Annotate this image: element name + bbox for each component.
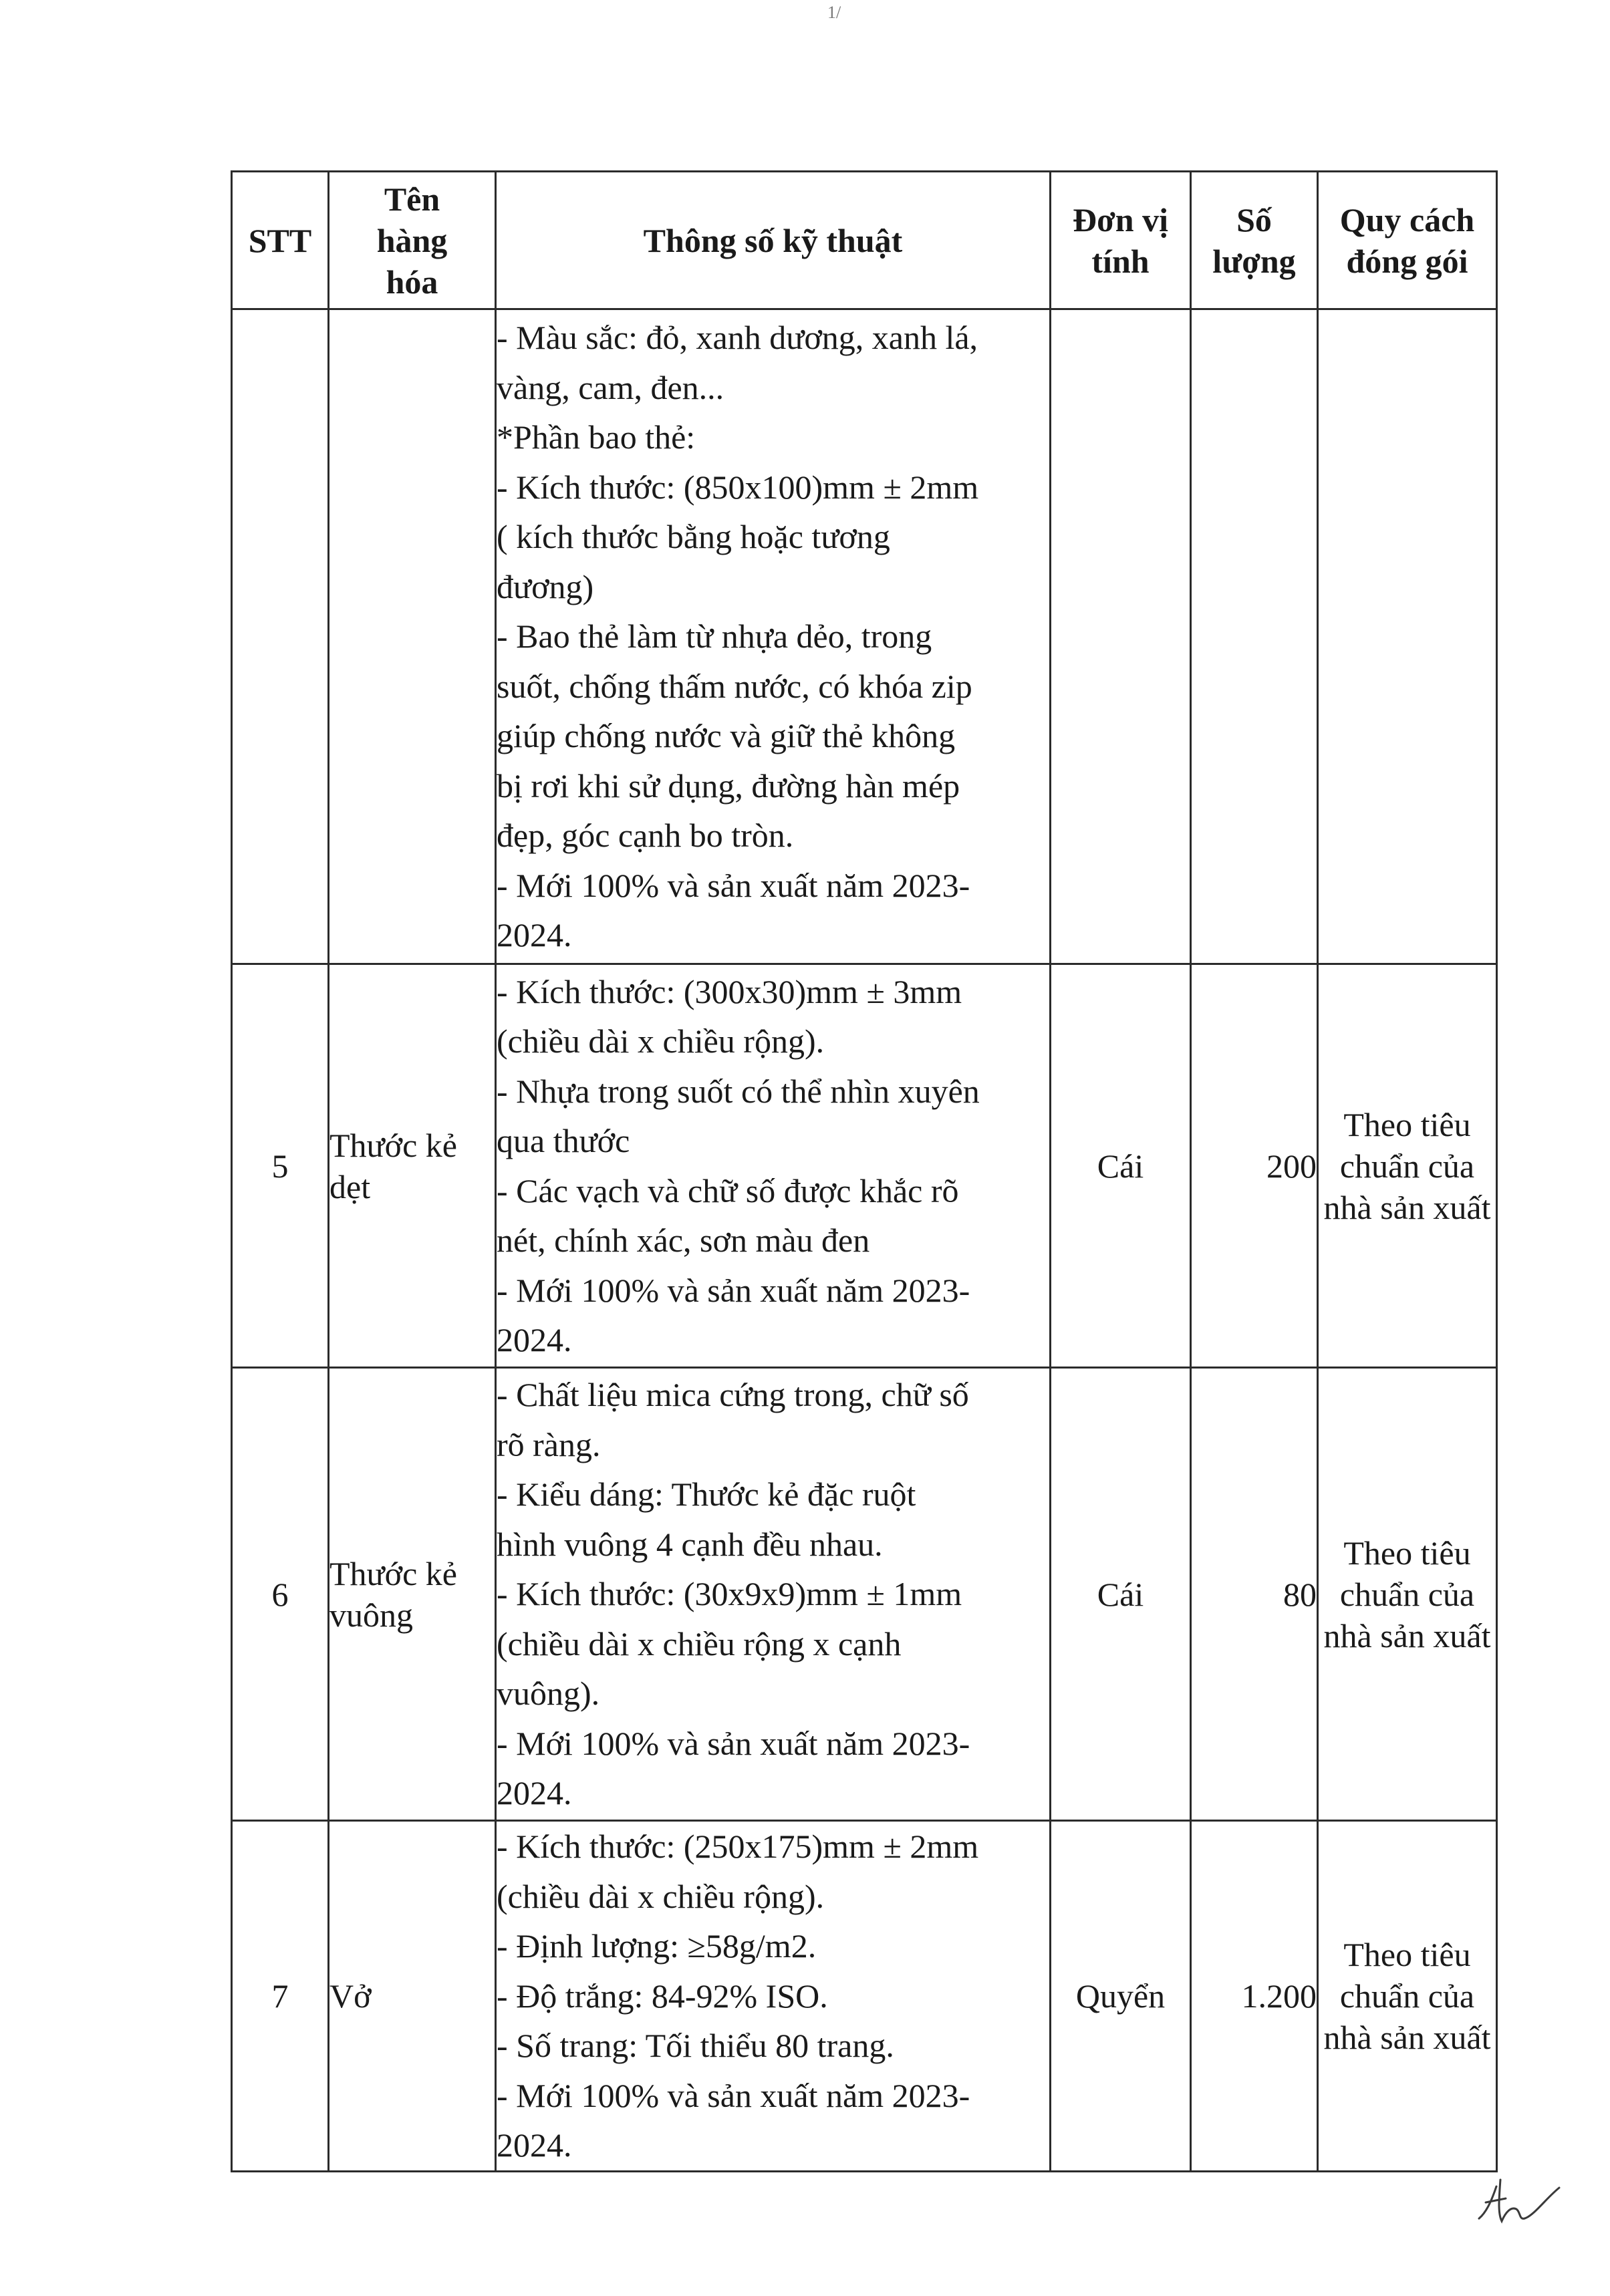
row-unit: Quyển [1051,1821,1191,2172]
spec-line: - Định lượng: ≥58g/m2. [497,1927,817,1965]
spec-line: rõ ràng. [497,1425,601,1463]
continuation-row [232,309,1497,964]
spec-line: ( kích thước bằng hoặc tương [497,518,890,556]
header-qty: Số lượng [1191,172,1318,309]
continuation-stt [232,309,329,964]
header-name: Tên hàng hóa [329,172,496,309]
spec-line: - Mới 100% và sản xuất năm 2023- [497,2076,970,2114]
spec-line: - Kích thước: (850x100)mm ± 2mm [497,468,979,506]
spec-line: - Kích thước: (300x30)mm ± 3mm [497,972,962,1010]
spec-line: - Chất liệu mica cứng trong, chữ số [497,1376,969,1414]
row-unit: Cái [1051,1368,1191,1821]
continuation-pack [1318,309,1497,964]
header-unit: Đơn vị tính [1051,172,1191,309]
row-stt: 6 [232,1368,329,1821]
row-unit: Cái [1051,964,1191,1368]
row-pack: Theo tiêu chuẩn của nhà sản xuất [1318,964,1497,1368]
header-pack: Quy cách đóng gói [1318,172,1497,309]
header-stt: STT [232,172,329,309]
continuation-unit [1051,309,1191,964]
spec-line: đương) [497,567,594,605]
row-spec [496,964,1051,1368]
spec-line: hình vuông 4 cạnh đều nhau. [497,1525,883,1563]
spec-line: 2024. [497,1774,572,1812]
spec-line: - Mới 100% và sản xuất năm 2023- [497,866,970,904]
table-row [232,964,1497,1368]
spec-line: - Bao thẻ làm từ nhựa dẻo, trong [497,617,932,656]
spec-line: *Phần bao thẻ: [497,418,696,456]
table-row [232,1368,1497,1821]
spec-line: - Số trang: Tối thiểu 80 trang. [497,2027,894,2064]
row-pack: Theo tiêu chuẩn của nhà sản xuất [1318,1821,1497,2172]
row-qty: 200 [1191,964,1318,1368]
row-pack: Theo tiêu chuẩn của nhà sản xuất [1318,1368,1497,1821]
row-spec [496,1821,1051,2172]
table-row [232,1821,1497,2172]
spec-line: - Kiểu dáng: Thước kẻ đặc ruột [497,1475,916,1514]
spec-line: qua thước [497,1122,630,1159]
spec-line: - Độ trắng: 84-92% ISO. [497,1977,828,2015]
spec-line: - Màu sắc: đỏ, xanh dương, xanh lá, [497,319,978,357]
row-spec [496,1368,1051,1821]
spec-line: 2024. [497,2126,572,2164]
spec-line: giúp chống nước và giữ thẻ không [497,717,956,755]
spec-line: - Mới 100% và sản xuất năm 2023- [497,1271,970,1309]
continuation-spec [496,309,1051,964]
spec-line: bị rơi khi sử dụng, đường hàn mép [497,766,960,805]
spec-line: - Các vạch và chữ số được khắc rõ [497,1171,959,1209]
row-qty: 1.200 [1191,1821,1318,2172]
spec-line: nét, chính xác, sơn màu đen [497,1222,870,1259]
spec-line: - Kích thước: (250x175)mm ± 2mm [497,1828,979,1865]
spec-line: (chiều dài x chiều rộng). [497,1877,825,1915]
spec-line: đẹp, góc cạnh bo tròn. [497,817,794,855]
continuation-qty [1191,309,1318,964]
row-qty: 80 [1191,1368,1318,1821]
spec-line: (chiều dài x chiều rộng). [497,1022,825,1060]
spec-line: - Kích thước: (30x9x9)mm ± 1mm [497,1575,962,1613]
header-row [232,172,1497,309]
signature-mark [1467,2172,1564,2229]
spec-line: 2024. [497,1321,572,1358]
header-spec: Thông số kỹ thuật [496,172,1051,309]
spec-table [231,170,1498,2172]
row-name: Vở [329,1821,496,2172]
spec-line: 2024. [497,916,572,954]
spec-line: suốt, chống thấm nước, có khóa zip [497,667,972,705]
row-stt: 5 [232,964,329,1368]
spec-line: (chiều dài x chiều rộng x cạnh [497,1624,902,1663]
spec-line: vuông). [497,1675,600,1713]
spec-line: - Mới 100% và sản xuất năm 2023- [497,1724,970,1762]
page-mark: 1/ [827,3,841,22]
row-name: Thước kẻ vuông [329,1368,496,1821]
spec-line: - Nhựa trong suốt có thể nhìn xuyên [497,1072,980,1110]
spec-line: vàng, cam, đen... [497,368,724,406]
row-stt: 7 [232,1821,329,2172]
continuation-name [329,309,496,964]
row-name: Thước kẻ dẹt [329,964,496,1368]
